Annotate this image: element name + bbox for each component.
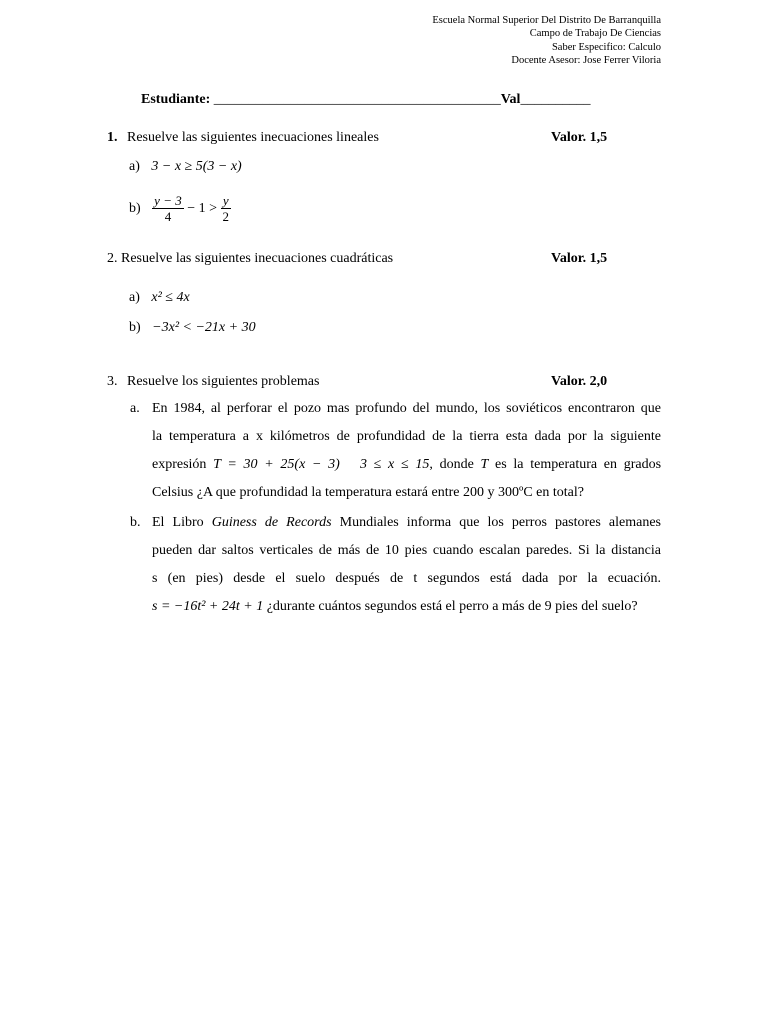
question-2a <box>129 290 190 306</box>
question-3-value: Valor. 2,0 <box>551 374 608 389</box>
problem-3a-expression-label: expresión <box>152 457 207 472</box>
question-1a <box>129 159 242 175</box>
problem-3b-question: ¿durante cuántos segundos está el perro a más de 9 pies del suelo? <box>266 599 638 614</box>
problem-3b <box>130 509 662 621</box>
student-label: Estudiante: <box>141 92 211 107</box>
question-2a-label: a) <box>129 290 140 305</box>
question-1b-label: b) <box>129 200 141 216</box>
question-2-text: Resuelve las siguientes inecuaciones cuadráticas <box>121 251 394 266</box>
problem-3a <box>130 395 662 507</box>
problem-3b-line-1 <box>152 509 661 537</box>
question-2b <box>129 320 256 336</box>
question-3-text: Resuelve los siguientes problemas <box>127 374 320 389</box>
question-1 <box>107 130 379 146</box>
fraction-numerator: y − 3 <box>154 193 182 208</box>
school-header <box>432 14 661 68</box>
problem-3a-line-4: Celsius ¿A que profundidad la temperatura estará entre 200 y 300ºC en total? <box>152 485 584 500</box>
question-2b-label: b) <box>129 320 141 335</box>
problem-3b-label: b. <box>130 515 141 530</box>
question-1-text: Resuelve las siguientes inecuaciones lineales <box>127 130 379 145</box>
problem-3a-line-1: En 1984, al perforar el pozo mas profundo del mundo, los soviéticos encontraron que <box>152 401 661 416</box>
problem-3b-equation: s = −16t² + 24t + 1 <box>152 599 264 614</box>
student-line <box>141 92 590 108</box>
fraction-denominator: 4 <box>164 209 172 224</box>
problem-3a-line-2: la temperatura a x kilómetros de profundidad de la tierra esta dada por la siguiente <box>152 429 661 444</box>
question-1-value: Valor. 1,5 <box>551 130 608 145</box>
department-name: Campo de Trabajo De Ciencias <box>529 28 661 40</box>
problem-3b-line-4 <box>152 593 661 621</box>
fraction-denominator: 2 <box>222 209 230 224</box>
problem-3b-line-3: s (en pies) desde el suelo después de t segundos está dada por la ecuación. <box>152 571 661 586</box>
question-1b-fraction-right <box>221 193 232 224</box>
problem-3a-label: a. <box>130 401 140 416</box>
problem-3a-variable: T <box>480 457 489 472</box>
val-label: Val <box>500 92 521 107</box>
question-3 <box>107 374 319 390</box>
problem-3a-expression: T = 30 + 25(x − 3) 3 ≤ x ≤ 15 <box>213 457 430 472</box>
problem-3a-where: , donde <box>429 457 474 472</box>
teacher-name: Docente Asesor: Jose Ferrer Viloria <box>511 55 661 67</box>
problem-3a-line-3 <box>152 451 661 479</box>
subject-name: Saber Especifico: Calculo <box>551 41 661 53</box>
question-2b-expression: −3x² < −21x + 30 <box>152 320 256 335</box>
question-2 <box>107 251 393 267</box>
val-blank: __________ <box>520 92 591 107</box>
problem-3b-book-title: Guiness de Records <box>211 515 332 530</box>
question-3-number: 3. <box>107 374 118 389</box>
question-1b <box>129 193 231 224</box>
fraction-numerator: y <box>221 193 232 209</box>
student-name-blank: _________________________________________ <box>213 92 501 107</box>
question-1b-middle: − 1 > <box>187 200 218 216</box>
question-2-value: Valor. 1,5 <box>551 251 608 266</box>
problem-3a-definition: es la temperatura en grados <box>495 457 662 472</box>
question-1-number: 1. <box>107 130 118 145</box>
question-1a-label: a) <box>129 159 140 174</box>
school-name: Escuela Normal Superior Del Distrito De Barranquilla <box>432 15 661 26</box>
question-1b-fraction-left <box>152 193 184 224</box>
problem-3b-line-2: pueden dar saltos verticales de más de 10 pies cuando escalan paredes. Si la distancia <box>152 543 661 558</box>
problem-3b-book-suffix: Mundiales informa que los perros pastores alemanes <box>339 515 662 530</box>
question-1a-expression: 3 − x ≥ 5(3 − x) <box>151 159 242 174</box>
problem-3b-book-prefix: El Libro <box>152 515 204 530</box>
question-2a-expression: x² ≤ 4x <box>151 290 190 305</box>
question-2-number: 2. <box>107 251 118 266</box>
